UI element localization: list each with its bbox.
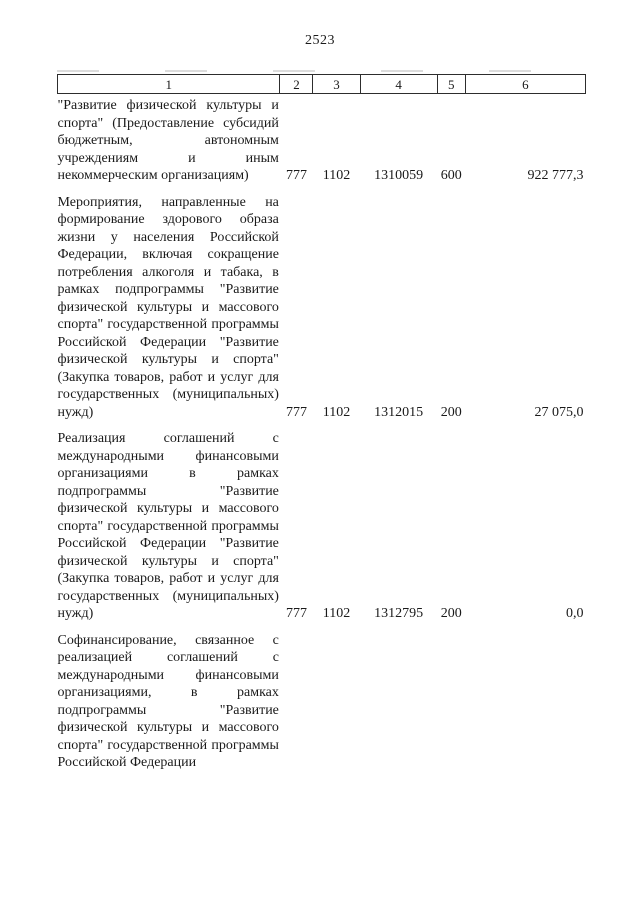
- row-value-col4: 1310059: [374, 168, 424, 183]
- row-value-col2: 777: [285, 404, 307, 420]
- column-header: 4: [360, 75, 437, 94]
- row-value-col2: 777: [285, 168, 307, 183]
- column-header: 2: [280, 75, 313, 94]
- row-value-col2: 777: [285, 606, 307, 621]
- budget-table: [57, 74, 586, 772]
- column-header: 1: [58, 75, 280, 94]
- table-row: [58, 94, 586, 185]
- table-row: [58, 185, 586, 422]
- column-header: 6: [465, 75, 585, 94]
- row-value-col2: [280, 623, 313, 772]
- row-value-col6: 922 777,3: [527, 168, 584, 183]
- row-value-col5: 600: [440, 168, 462, 183]
- row-value-col4: 1312015: [374, 404, 424, 420]
- table-row: [58, 623, 586, 772]
- row-value-col5: 200: [440, 404, 462, 420]
- row-value-col6: 27 075,0: [534, 404, 584, 420]
- table-header-row: [58, 75, 586, 94]
- row-value-col6: [465, 623, 585, 772]
- row-value-col4: [360, 623, 437, 772]
- row-description: Реализация соглашений с международными финансовыми организациями в рамках подпрограммы "Развитие физической культуры и массового спорта" государственной программы Российской Федерации "Развитие физической культуры и спорта" (Закупка товаров, работ и услуг для государственных (муниципальных) нужд): [57, 431, 279, 621]
- row-value-col3: 1102: [322, 404, 351, 420]
- row-description: "Развитие физической культуры и спорта" (Предоставление субсидий бюджетным, автономным учреждениям и иным некоммерческим организациям): [57, 98, 279, 183]
- row-value-col4: 1312795: [374, 606, 424, 621]
- column-header: 3: [313, 75, 360, 94]
- row-description: Мероприятия, направленные на формирование здорового образа жизни у населения Российской Федерации, включая сокращение потребления алкоголя и табака, в рамках подпрограммы "Развитие физической культуры и массового спорта" государственной программы Российской Федерации "Развитие физической культуры и спорта" (Закупка товаров, работ и услуг для государственных (муниципальных) нужд): [57, 194, 279, 420]
- table-body: [58, 94, 586, 772]
- row-value-col6: 0,0: [566, 606, 584, 621]
- table-row: [58, 421, 586, 623]
- row-value-col5: 200: [440, 606, 462, 621]
- row-value-col5: [437, 623, 465, 772]
- column-header: 5: [437, 75, 465, 94]
- row-value-col3: 1102: [322, 168, 351, 183]
- scan-artifact-line: [57, 70, 586, 72]
- row-value-col3: 1102: [322, 606, 351, 621]
- page-number: 2523: [305, 33, 335, 48]
- row-value-col3: [313, 623, 360, 772]
- row-description: Софинансирование, связанное с реализацией соглашений с международными финансовыми организациями, в рамках подпрограммы "Развитие физической культуры и массового спорта" государственной программы Российской Федерации: [57, 632, 279, 770]
